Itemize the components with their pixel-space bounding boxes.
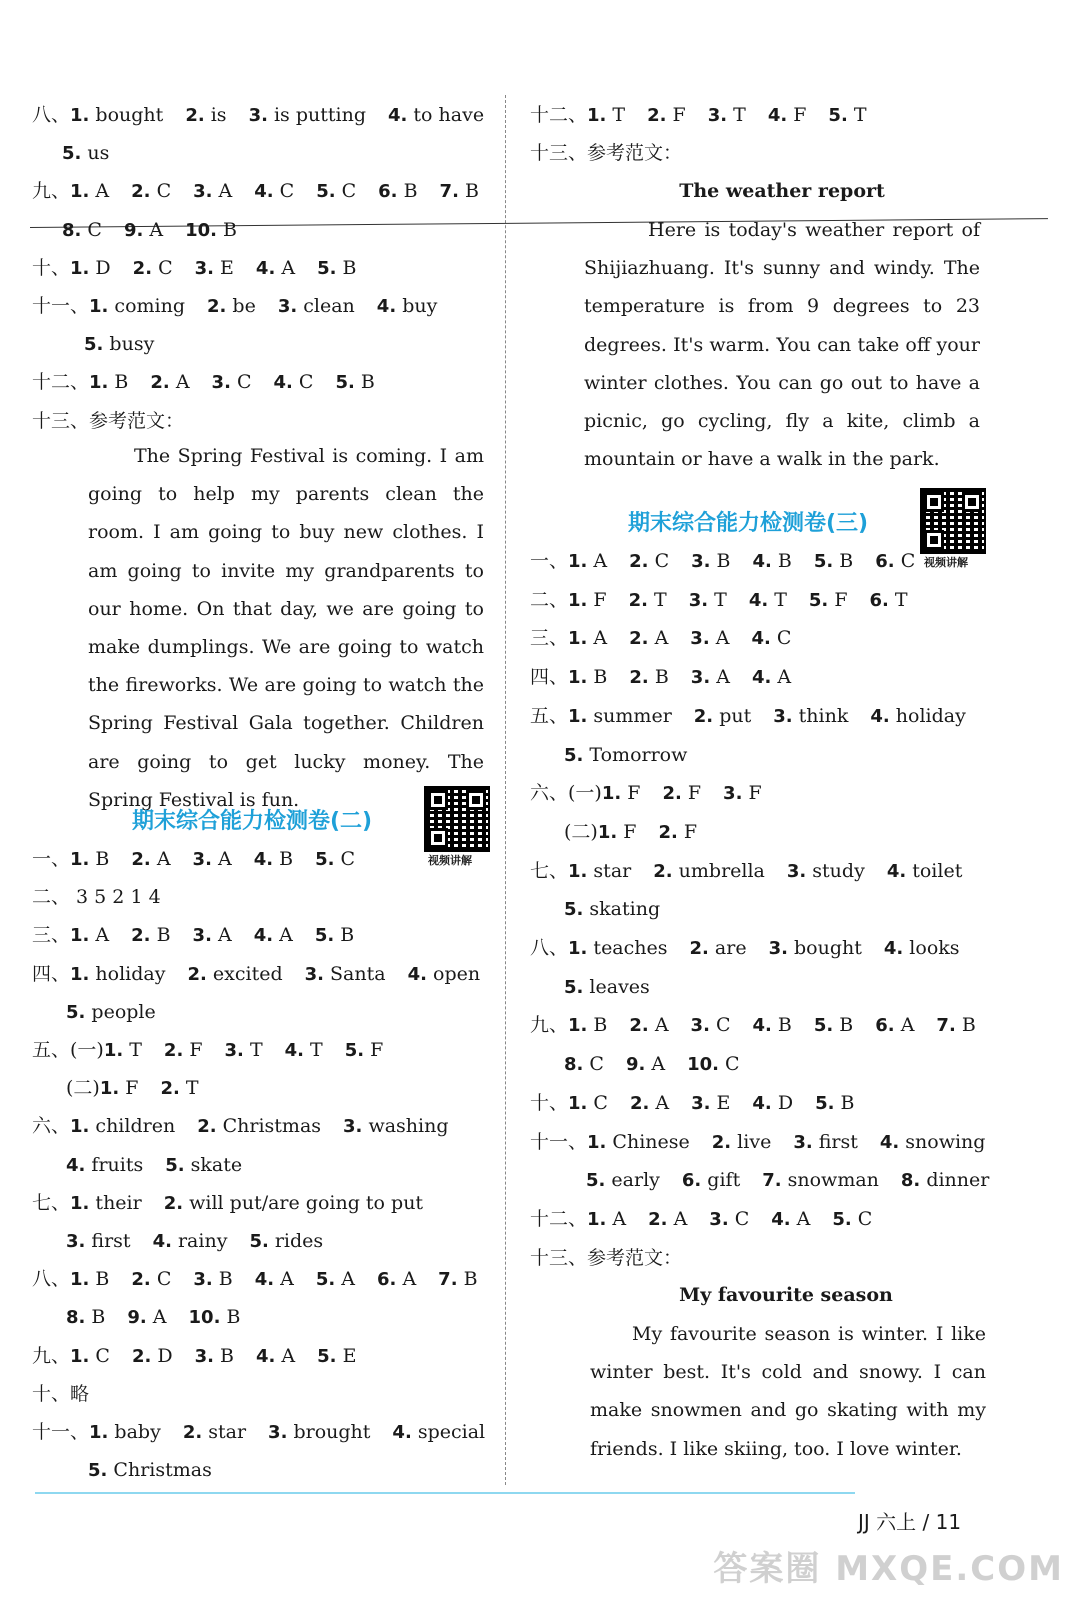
answer-row xyxy=(88,1458,234,1483)
answer-row xyxy=(530,1013,998,1038)
row-prefix: 四、 xyxy=(530,666,569,689)
answer-item: 1. summer xyxy=(568,704,672,727)
watermark: 答案圈 MXQE.COM xyxy=(713,1549,1064,1589)
answer-item: 4. looks xyxy=(883,937,960,959)
answer-item: 2. A xyxy=(131,848,171,870)
answer-item: 5. B xyxy=(335,371,375,394)
answer-row xyxy=(530,781,784,806)
answer-item: 1. F xyxy=(597,820,637,843)
answer-item: 2. D xyxy=(131,1344,173,1367)
answer-row xyxy=(586,1168,1011,1193)
answer-item: 7. B xyxy=(936,1014,976,1037)
qr-label-3: 视频讲解 xyxy=(924,556,968,569)
answer-item: 5. rides xyxy=(249,1230,324,1252)
answer-row xyxy=(564,820,719,845)
answer-item: 4. A xyxy=(751,666,792,689)
answer-item: 2. C xyxy=(132,256,173,279)
answer-item: 3. A xyxy=(192,924,232,947)
qr-code-3 xyxy=(920,488,986,554)
answer-item: 5. F xyxy=(344,1039,384,1061)
answer-item: 4. rainy xyxy=(152,1230,228,1252)
answer-item: 1. C xyxy=(70,1344,110,1367)
answer-item: 4. T xyxy=(748,588,787,611)
answer-item: 4. A xyxy=(256,1344,296,1367)
row-prefix: 三、 xyxy=(530,627,569,650)
answer-row xyxy=(530,1091,876,1116)
answer-item: 2. are xyxy=(689,937,747,959)
answer-item: 5. B xyxy=(813,1014,854,1037)
answer-item: 1. F xyxy=(601,782,641,805)
weather-essay: Here is today's weather report of Shijiazhuang. It's sunny and windy. The temperature is from 9 degrees to 23 degrees. It's warm. You can take off your winter clothes. You can go out to have a picnic, go cycling, fly a kite, climb a mountain or have a walk in the park. xyxy=(584,219,980,471)
row-prefix: 二、 xyxy=(530,588,569,611)
answer-item: 6. gift xyxy=(681,1169,741,1192)
answer-item: 2. A xyxy=(150,371,190,394)
row-prefix: 十、 xyxy=(530,1091,569,1114)
answer-item: 9. A xyxy=(123,218,164,241)
answer-item: 2. B xyxy=(629,666,669,689)
answer-item: 1. B xyxy=(70,1268,110,1291)
answer-item: 4. B xyxy=(752,1014,792,1037)
answer-row xyxy=(32,409,184,433)
answer-item: 3. first xyxy=(793,1130,858,1153)
answer-item: 1. A xyxy=(70,924,110,947)
answer-row xyxy=(530,704,988,729)
answer-item: 4. A xyxy=(253,924,293,947)
answer-item: 2. A xyxy=(629,1091,670,1114)
answer-row xyxy=(62,218,259,243)
answer-item: 5. C xyxy=(832,1207,873,1230)
row-prefix: 十三、参考范文： xyxy=(32,409,185,432)
answer-item: 4. buy xyxy=(376,295,438,317)
answer-item: 5. people xyxy=(66,1000,156,1023)
answer-item: 8. dinner xyxy=(900,1169,990,1192)
row-prefix: 十、略 xyxy=(32,1382,90,1405)
answer-item: 4. T xyxy=(284,1039,323,1061)
answer-item: 3. B xyxy=(691,550,731,572)
answer-item: 3. first xyxy=(66,1230,131,1252)
answer-item: 1. bought xyxy=(70,104,164,126)
answer-item: 3. clean xyxy=(277,295,355,317)
section-title-3: 期末综合能力检测卷(三) xyxy=(628,511,869,536)
answer-item: 3. study xyxy=(786,859,865,882)
answer-item: 1. B xyxy=(568,1014,608,1037)
answer-item: 3. T xyxy=(688,588,727,611)
answer-item: 1. F xyxy=(568,588,607,611)
answer-item: 4. snowing xyxy=(879,1130,986,1153)
answer-item: 7. snowman xyxy=(762,1169,879,1192)
answer-item: 2. A xyxy=(629,1014,669,1037)
row-prefix: (二) xyxy=(564,820,598,843)
answer-row xyxy=(66,1076,221,1101)
answer-row xyxy=(66,1305,262,1330)
answer-row xyxy=(32,1114,471,1139)
row-prefix: 五、 xyxy=(530,704,569,727)
row-prefix: 五、(一) xyxy=(32,1039,104,1061)
answer-item: 9. A xyxy=(625,1053,666,1076)
answer-item: 5. Christmas xyxy=(88,1459,212,1482)
answer-item: 4. C xyxy=(751,627,792,650)
row-prefix: 十一、 xyxy=(32,1421,90,1443)
answer-item: 9. A xyxy=(127,1306,167,1329)
answer-row xyxy=(530,549,937,574)
answer-item: 2. will put/are going to put xyxy=(163,1191,424,1214)
answer-item: 3. C xyxy=(709,1207,750,1230)
answer-item: 3. T xyxy=(707,104,746,126)
answer-item: 1. teaches xyxy=(568,937,668,959)
answer-item: 3. T xyxy=(224,1039,263,1061)
qr-code-2 xyxy=(424,786,490,852)
answer-item: 2. C xyxy=(131,1268,172,1291)
answer-item: 4. to have xyxy=(388,104,485,126)
answer-item: 5. F xyxy=(808,588,848,611)
answer-item: 7. B xyxy=(439,180,479,203)
answer-item: 5. leaves xyxy=(564,975,650,998)
left-essay: The Spring Festival is coming. I am going to help my parents clean the room. I am going to buy new clothes. I am going to invite my grandparents to our home. On that day, we are going to make dumplings. We are going to watch the fireworks. We are going to watch the Spring Festival Gala together. Children are going to get lucky money. The Spring Festival is fun. xyxy=(88,445,484,811)
row-prefix: 十三、参考范文： xyxy=(530,1246,683,1269)
answer-row xyxy=(32,1267,500,1292)
answer-item: 3. think xyxy=(773,704,849,727)
row-prefix: 三、 xyxy=(32,924,71,947)
answer-item: 2. C xyxy=(131,180,172,203)
answer-row xyxy=(32,1344,378,1369)
answer-item: 2. star xyxy=(182,1421,247,1443)
answer-item: 1. F xyxy=(99,1077,139,1100)
answer-row xyxy=(530,103,889,128)
answer-item: 4. A xyxy=(255,256,296,279)
answer-item: 5. Tomorrow xyxy=(564,743,688,766)
row-prefix: 八、 xyxy=(32,1268,71,1291)
answer-item: 6. C xyxy=(875,550,916,572)
answer-item: 3. A xyxy=(192,848,232,870)
row-prefix: 七、 xyxy=(530,859,569,882)
row-prefix: 七、 xyxy=(32,1191,71,1214)
answer-item: 1. A xyxy=(587,1207,627,1230)
row-prefix: (二) xyxy=(66,1077,100,1100)
answer-item: 10. C xyxy=(687,1053,740,1076)
answer-item: 1. A xyxy=(70,180,110,203)
row-prefix: 二、 xyxy=(32,886,71,909)
answer-item: 1. A xyxy=(568,550,608,572)
answer-item: 5. C xyxy=(315,848,356,870)
answer-item: 8. C xyxy=(62,218,102,241)
answer-item: 1. B xyxy=(70,848,110,870)
answer-item: 5. skating xyxy=(564,898,661,921)
answer-item: 5. C xyxy=(316,180,357,203)
answer-item: 5. busy xyxy=(84,333,155,356)
answer-item: 1. baby xyxy=(89,1421,161,1443)
row-prefix: 九、 xyxy=(530,1014,569,1037)
answer-item: 2. T xyxy=(628,588,667,611)
answer-item: 4. fruits xyxy=(66,1153,144,1176)
answer-item: 7. B xyxy=(438,1268,478,1291)
answer-row xyxy=(32,847,377,872)
column-divider xyxy=(505,95,506,1485)
answer-row xyxy=(530,1246,682,1270)
answer-item: 4. F xyxy=(767,104,807,126)
row-prefix: 一、 xyxy=(32,848,71,870)
row-prefix: 十二、 xyxy=(32,371,90,394)
row-prefix: 十二、 xyxy=(530,1207,588,1230)
answer-item: 2. excited xyxy=(187,962,283,985)
row-prefix: 十一、 xyxy=(32,295,90,317)
answer-item: 1. T xyxy=(103,1039,142,1061)
row-prefix: 六、(一) xyxy=(530,782,602,805)
row-prefix: 四、 xyxy=(32,962,71,985)
answer-row xyxy=(62,141,131,166)
answer-item: 3. washing xyxy=(343,1115,449,1138)
answer-item: 2. T xyxy=(160,1077,199,1100)
answer-item: 3. A xyxy=(690,666,730,689)
answer-item: 8. C xyxy=(564,1053,604,1076)
qr-label-2: 视频讲解 xyxy=(428,854,472,867)
answer-item: 5. us xyxy=(62,142,110,165)
answer-row xyxy=(32,1420,507,1445)
row-prefix: 九、 xyxy=(32,180,71,203)
answer-item: 3. brought xyxy=(268,1421,371,1443)
answer-row xyxy=(32,962,502,987)
row-prefix: 十、 xyxy=(32,256,71,279)
answer-item: 4. C xyxy=(273,371,314,394)
answer-item: 2. F xyxy=(658,820,698,843)
answer-row xyxy=(530,626,813,651)
answer-item: 3. F xyxy=(723,782,762,805)
answer-item: 4. holiday xyxy=(870,704,966,727)
answer-item: 2. is xyxy=(185,104,227,126)
answer-item: 1. T xyxy=(587,104,626,126)
answer-item: 4. open xyxy=(407,962,481,985)
answer-row xyxy=(530,1130,1007,1155)
answer-row xyxy=(32,256,378,281)
answer-item: 3. E xyxy=(194,256,234,279)
answer-item: 6. T xyxy=(869,588,908,611)
answer-item: 1. C xyxy=(568,1091,608,1114)
answer-item: 3 5 2 1 4 xyxy=(70,886,161,909)
page-footer: JJ 六上 / 11 xyxy=(858,1510,962,1534)
answer-item: 5. early xyxy=(586,1169,660,1192)
row-prefix: 六、 xyxy=(32,1115,71,1138)
answer-item: 5. A xyxy=(315,1268,356,1291)
row-prefix: 八、 xyxy=(530,937,569,959)
answer-row xyxy=(32,370,397,395)
answer-item: 3. A xyxy=(193,180,233,203)
answer-row xyxy=(66,1229,345,1254)
answer-row xyxy=(564,975,672,1000)
answer-item: 3. is putting xyxy=(248,104,366,126)
answer-item: 5. B xyxy=(314,924,355,947)
answer-item: 1. their xyxy=(70,1191,142,1214)
answer-item: 1. D xyxy=(70,256,111,279)
answer-row xyxy=(564,1052,762,1077)
answer-row xyxy=(32,1382,89,1406)
answer-row xyxy=(32,885,183,909)
answer-row xyxy=(32,1038,405,1063)
answer-item: 4. C xyxy=(254,180,295,203)
answer-item: 5. skate xyxy=(165,1153,243,1176)
answer-item: 2. F xyxy=(662,782,702,805)
answer-item: 10. B xyxy=(188,1306,241,1329)
answer-item: 1. Chinese xyxy=(587,1130,690,1153)
row-prefix: 十三、参考范文： xyxy=(530,142,683,165)
answer-item: 3. bought xyxy=(768,937,862,959)
answer-row xyxy=(564,743,709,768)
answer-item: 3. C xyxy=(211,371,252,394)
answer-item: 4. A xyxy=(254,1268,294,1291)
answer-item: 1. B xyxy=(89,371,129,394)
answer-item: 3. A xyxy=(690,627,730,650)
answer-row xyxy=(32,294,459,319)
answer-row xyxy=(530,141,682,165)
answer-item: 3. C xyxy=(690,1014,731,1037)
answer-item: 2. umbrella xyxy=(653,859,765,882)
answer-item: 1. coming xyxy=(89,295,186,317)
answer-item: 2. C xyxy=(629,550,670,572)
answer-row xyxy=(530,1207,894,1232)
answer-row xyxy=(32,179,501,204)
answer-item: 2. put xyxy=(693,704,752,727)
answer-item: 5. T xyxy=(828,104,867,126)
answer-item: 5. B xyxy=(317,256,357,279)
answer-item: 2. A xyxy=(648,1207,688,1230)
answer-item: 2. Christmas xyxy=(197,1115,322,1138)
answer-item: 3. Santa xyxy=(304,962,386,985)
answer-row xyxy=(66,1000,178,1025)
row-prefix: 十二、 xyxy=(530,104,588,126)
footer-line xyxy=(35,1492,855,1494)
answer-item: 10. B xyxy=(185,218,237,241)
answer-item: 1. holiday xyxy=(70,962,166,985)
answer-row xyxy=(84,332,176,357)
answer-item: 3. E xyxy=(691,1091,731,1114)
answer-item: 6. A xyxy=(875,1014,915,1037)
answer-item: 1. children xyxy=(70,1115,176,1138)
answer-row xyxy=(530,588,930,613)
row-prefix: 九、 xyxy=(32,1344,71,1367)
row-prefix: 十一、 xyxy=(530,1130,588,1153)
answer-item: 2. B xyxy=(131,924,171,947)
answer-item: 5. B xyxy=(813,550,854,572)
essay-title-season: My favourite season xyxy=(679,1284,893,1306)
answer-item: 4. toilet xyxy=(886,859,963,882)
answer-row xyxy=(530,936,982,961)
row-prefix: 八、 xyxy=(32,104,71,126)
answer-item: 1. A xyxy=(568,627,608,650)
answer-item: 2. A xyxy=(629,627,669,650)
answer-row xyxy=(32,1191,445,1216)
answer-row xyxy=(32,103,506,128)
answer-item: 4. A xyxy=(771,1207,811,1230)
answer-row xyxy=(530,665,813,690)
answer-row xyxy=(564,897,682,922)
answer-item: 4. B xyxy=(752,550,792,572)
answer-item: 2. F xyxy=(647,104,686,126)
answer-row xyxy=(32,923,376,948)
answer-item: 1. B xyxy=(568,666,608,689)
answer-item: 2. F xyxy=(163,1039,203,1061)
answer-item: 4. B xyxy=(253,848,294,870)
answer-item: 4. D xyxy=(752,1091,794,1114)
answer-item: 3. B xyxy=(193,1268,233,1291)
answer-item: 6. A xyxy=(377,1268,417,1291)
row-prefix: 一、 xyxy=(530,550,569,572)
answer-item: 5. E xyxy=(317,1344,357,1367)
essay-title-weather: The weather report xyxy=(679,180,885,202)
answer-item: 3. B xyxy=(194,1344,235,1367)
answer-item: 8. B xyxy=(66,1306,106,1329)
answer-item: 5. B xyxy=(815,1091,855,1114)
answer-item: 2. live xyxy=(711,1130,772,1153)
answer-item: 4. special xyxy=(392,1421,486,1443)
answer-item: 1. star xyxy=(568,859,632,882)
answer-row xyxy=(530,859,984,884)
season-essay: My favourite season is winter. I like winter best. It's cold and snowy. I can make snowmen and go skating with my friends. I like skiing, too. I love winter. xyxy=(590,1323,986,1460)
answer-row xyxy=(66,1153,264,1178)
section-title-2: 期末综合能力检测卷(二) xyxy=(132,809,373,834)
answer-item: 6. B xyxy=(378,180,418,203)
answer-item: 2. be xyxy=(207,295,256,317)
